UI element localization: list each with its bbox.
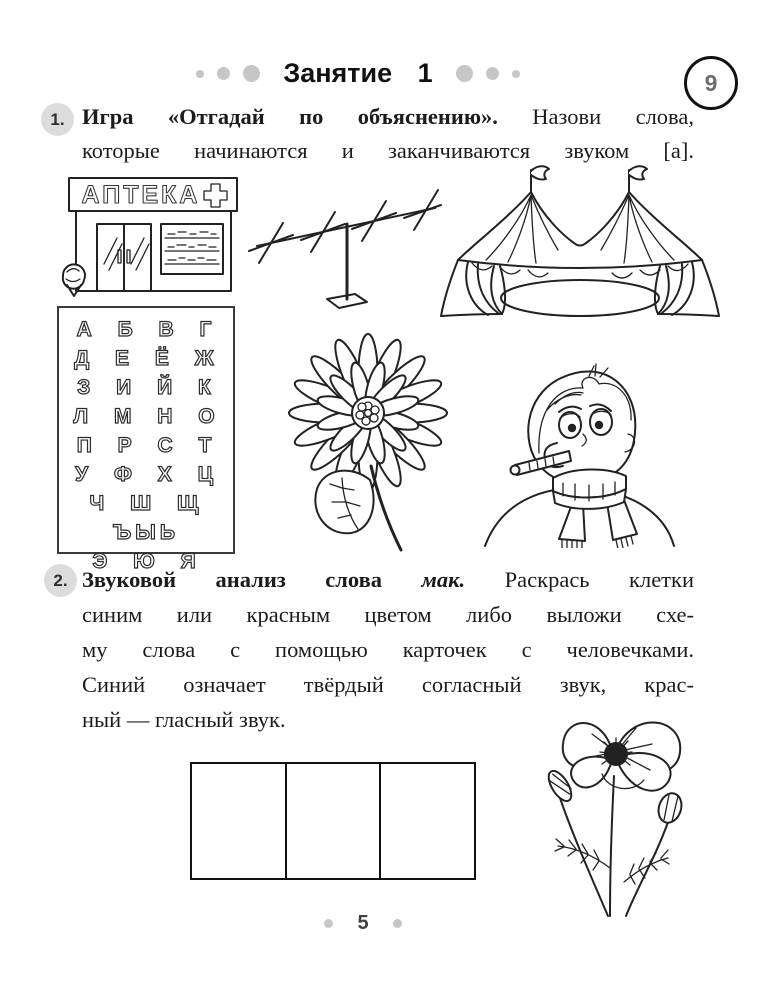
lesson-header [0, 58, 716, 89]
decorative-dot [196, 70, 204, 78]
page-number-badge: 9 [684, 56, 738, 110]
page-footer [283, 912, 443, 935]
sound-scheme-cells [190, 762, 476, 880]
text-line: которые начинаются и заканчиваются звуком [а]. [82, 138, 694, 163]
alphabet-row: П Р С Т [76, 434, 216, 457]
task1-text [82, 100, 694, 168]
alphabet-row: Ч Ш Щ ЪЫЬ [89, 492, 203, 544]
text-line: синим или красным цветом либо выложи схе- [82, 602, 694, 627]
alphabet-chart-illustration [57, 306, 235, 573]
alphabet-row: А Б В Г [76, 318, 216, 341]
text-line: Игра «Отгадай по объяснению». Назови слова, [82, 104, 694, 129]
sound-cell [381, 762, 476, 880]
alphabet-row: З И Й К [77, 376, 215, 399]
tv-antenna-illustration [243, 166, 443, 311]
sick-boy-with-thermometer-illustration [477, 348, 682, 548]
decorative-dot [243, 65, 260, 82]
alphabet-row: Л М Н О [73, 405, 219, 428]
decorative-dot [324, 919, 333, 928]
decorative-dot [456, 65, 473, 82]
footer-page-number: 5 [357, 912, 369, 934]
aster-flower-illustration [268, 318, 468, 553]
pharmacy-sign-text: АПТЕКА [81, 181, 201, 209]
sound-cell [287, 762, 382, 880]
poppy-flower-illustration [498, 686, 733, 921]
alphabet-row: Д Е Ё Ж [74, 347, 218, 370]
lesson-title: Занятие 1 [283, 58, 433, 88]
text-line: Синий означает твёрдый согласный звук, крас- [82, 672, 694, 697]
task1-number-badge: 1. [41, 103, 74, 136]
text-line: ный — гласный звук. [82, 707, 286, 732]
decorative-dot [217, 67, 230, 80]
task2-number-badge: 2. [44, 564, 77, 597]
alphabet-row: У Ф Х Ц [75, 463, 217, 486]
text-line: му слова с помощью карточек с человечками. [82, 637, 694, 662]
decorative-dot [486, 67, 499, 80]
decorative-dot [393, 919, 402, 928]
circus-tent-illustration [438, 162, 723, 322]
text-line: Звуковой анализ слова мак. Раскрась клетки [82, 567, 694, 592]
sound-cell [190, 762, 287, 880]
pharmacy-storefront-illustration [55, 172, 250, 297]
decorative-dot [512, 70, 520, 78]
pharmacy-cross-icon [204, 184, 227, 207]
alphabet-row: Э Ю Я [92, 550, 200, 573]
